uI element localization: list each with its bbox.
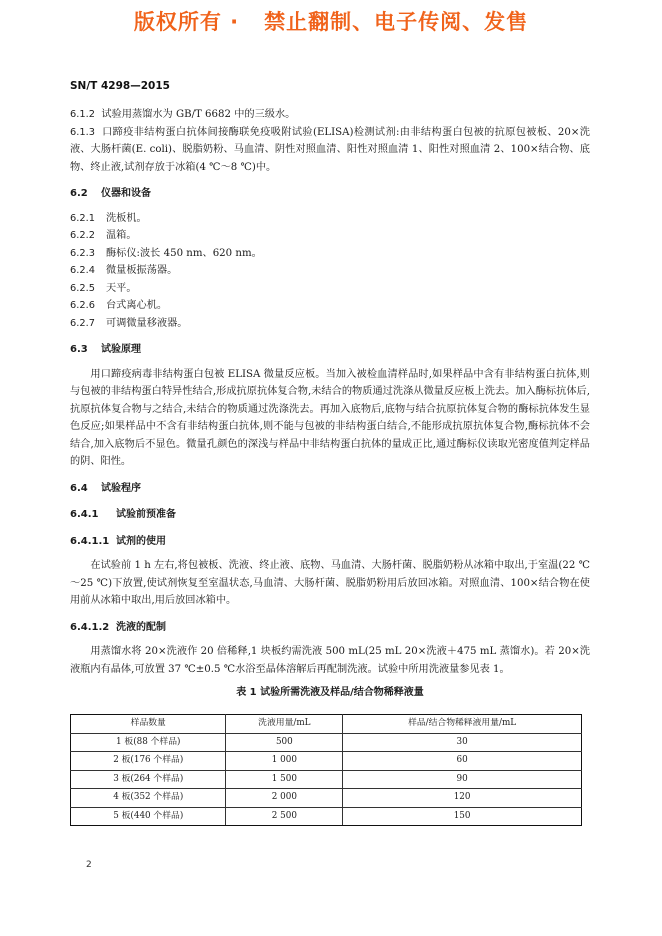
clause-number: 6.2.5 (70, 282, 95, 294)
table-header-row (71, 715, 582, 734)
clause-text: 微量板振荡器。 (106, 265, 178, 276)
document-body (70, 106, 590, 826)
clause-6-1-3 (70, 124, 590, 177)
principle-paragraph: 用口蹄疫病毒非结构蛋白包被 ELISA 微量反应板。当加入被检血清样品时,如果样品中含有非结构蛋白抗体,则与包被的非结构蛋白特异性结合,形成抗原抗体复合物,未结合的物质通过洗涤从微量反应板上洗去。加入酶标抗体后,抗原抗体复合物与之结合,未结合的物质通过洗涤洗去。再加入底物后,底物与结合抗原抗体复合物的酶标抗体发生显色反应;如果样品中不含有非结构蛋白抗体,则不能与包被的非结构蛋白结合,不能形成抗原抗体复合物,酶标抗体不会结合,加入底物后不显色。微量孔颜色的深浅与样品中非结构蛋白抗体的量成正比,通过酶标仪读取光密度值判定样品的阴、阳性。 (70, 368, 590, 467)
clause-6-2-6 (70, 297, 590, 315)
section-number: 6.3 (70, 344, 88, 355)
cell-wash-volume: 2 000 (226, 789, 343, 808)
section-6-2-heading (70, 185, 590, 203)
section-number: 6.4.1 (70, 509, 99, 520)
cell-diluent-volume: 150 (343, 807, 582, 826)
section-number: 6.4.1.1 (70, 535, 110, 547)
clause-number: 6.2.7 (70, 317, 95, 329)
cell-sample-count: 2 板(176 个样品) (71, 752, 226, 771)
cell-wash-volume: 500 (226, 733, 343, 752)
clause-6-2-3 (70, 245, 590, 263)
section-number: 6.4 (70, 482, 88, 494)
section-title: 试验前预准备 (116, 509, 176, 520)
table-title: 表 1 试验所需洗液及样品/结合物稀释液量 (236, 687, 424, 698)
wash-solution-paragraph: 用蒸馏水将 20×洗液作 20 倍稀释,1 块板约需洗液 500 mL(25 mL 20×洗液＋475 mL 蒸馏水)。若 20×洗液瓶内有晶体,可放置 37 ℃±0.5 ℃水浴至晶体溶解后再配制洗液。试验中所用洗液量参见表 1。 (70, 646, 590, 675)
clause-6-1-2 (70, 106, 590, 124)
cell-sample-count: 1 板(88 个样品) (71, 733, 226, 752)
section-title: 试剂的使用 (116, 535, 166, 547)
cell-diluent-volume: 120 (343, 789, 582, 808)
cell-diluent-volume: 90 (343, 770, 582, 789)
clause-text: 洗板机。 (106, 212, 147, 224)
cell-wash-volume: 2 500 (226, 807, 343, 826)
clause-number: 6.1.2 (70, 109, 95, 120)
copyright-watermark: 版权所有 · 禁止翻制、电子传阅、发售 (133, 10, 529, 34)
section-title: 试验程序 (101, 482, 141, 494)
section-number: 6.4.1.2 (70, 621, 110, 633)
cell-diluent-volume: 60 (343, 752, 582, 771)
clause-6-2-1 (70, 210, 590, 228)
clause-number: 6.2.2 (70, 230, 95, 241)
section-number: 6.2 (70, 188, 88, 199)
reagent-usage-paragraph: 在试验前 1 h 左右,将包被板、洗液、终止液、底物、马血清、大肠杆菌、脱脂奶粉从冰箱中取出,于室温(22 ℃～25 ℃)下放置,使试剂恢复至室温状态,马血清、大肠杆菌、脱脂奶粉用后放回冰箱。对照血清、100×结合物在使用前从冰箱中取出,用后放回冰箱中。 (70, 560, 590, 606)
table-row (71, 770, 582, 789)
clause-number: 6.2.1 (70, 212, 95, 224)
page-number: 2 (86, 860, 92, 870)
section-6-4-1-2-heading (70, 619, 590, 637)
section-title: 试验原理 (101, 344, 141, 355)
clause-number: 6.2.6 (70, 300, 95, 311)
clause-6-2-4 (70, 262, 590, 280)
cell-sample-count: 4 板(352 个样品) (71, 789, 226, 808)
clause-text: 酶标仪:波长 450 nm、620 nm。 (106, 247, 262, 259)
section-6-3-heading (70, 341, 590, 359)
cell-wash-volume: 1 000 (226, 752, 343, 771)
header-sample-count: 样品数量 (71, 715, 226, 734)
cell-wash-volume: 1 500 (226, 770, 343, 789)
table-row (71, 752, 582, 771)
clause-number: 6.2.4 (70, 265, 95, 276)
section-6-4-heading (70, 480, 590, 498)
wash-volume-table (70, 714, 582, 826)
clause-text: 温箱。 (106, 230, 137, 241)
clause-6-2-7 (70, 315, 590, 333)
table-row (71, 807, 582, 826)
section-title: 仪器和设备 (101, 188, 151, 199)
section-6-4-1-1-heading (70, 533, 590, 551)
clause-text: 试验用蒸馏水为 GB/T 6682 中的三级水。 (101, 109, 296, 120)
clause-text: 可调微量移液器。 (106, 317, 188, 329)
table-row (71, 789, 582, 808)
cell-sample-count: 5 板(440 个样品) (71, 807, 226, 826)
header-wash-volume: 洗液用量/mL (226, 715, 343, 734)
section-title: 洗液的配制 (116, 621, 166, 633)
clause-text: 台式离心机。 (106, 300, 168, 311)
section-6-4-1-heading (70, 506, 590, 524)
clause-6-2-2 (70, 227, 590, 245)
clause-6-2-5 (70, 280, 590, 298)
cell-diluent-volume: 30 (343, 733, 582, 752)
table-row (71, 733, 582, 752)
cell-sample-count: 3 板(264 个样品) (71, 770, 226, 789)
clause-text: 天平。 (106, 282, 137, 294)
clause-text: 口蹄疫非结构蛋白抗体间接酶联免疫吸附试验(ELISA)检测试剂:由非结构蛋白包被的抗原包被板、20×洗液、大肠杆菌(E. coli)、脱脂奶粉、马血清、阴性对照血清、阳性对照血清 1、阳性对照血清 2、100×结合物、底物、终止液,试剂存放于冰箱(4 ℃～8 ℃)中。 (70, 126, 590, 173)
standard-code: SN/T 4298—2015 (70, 80, 170, 92)
header-diluent-volume: 样品/结合物稀释液用量/mL (343, 715, 582, 734)
clause-number: 6.1.3 (70, 126, 95, 138)
clause-number: 6.2.3 (70, 247, 95, 259)
